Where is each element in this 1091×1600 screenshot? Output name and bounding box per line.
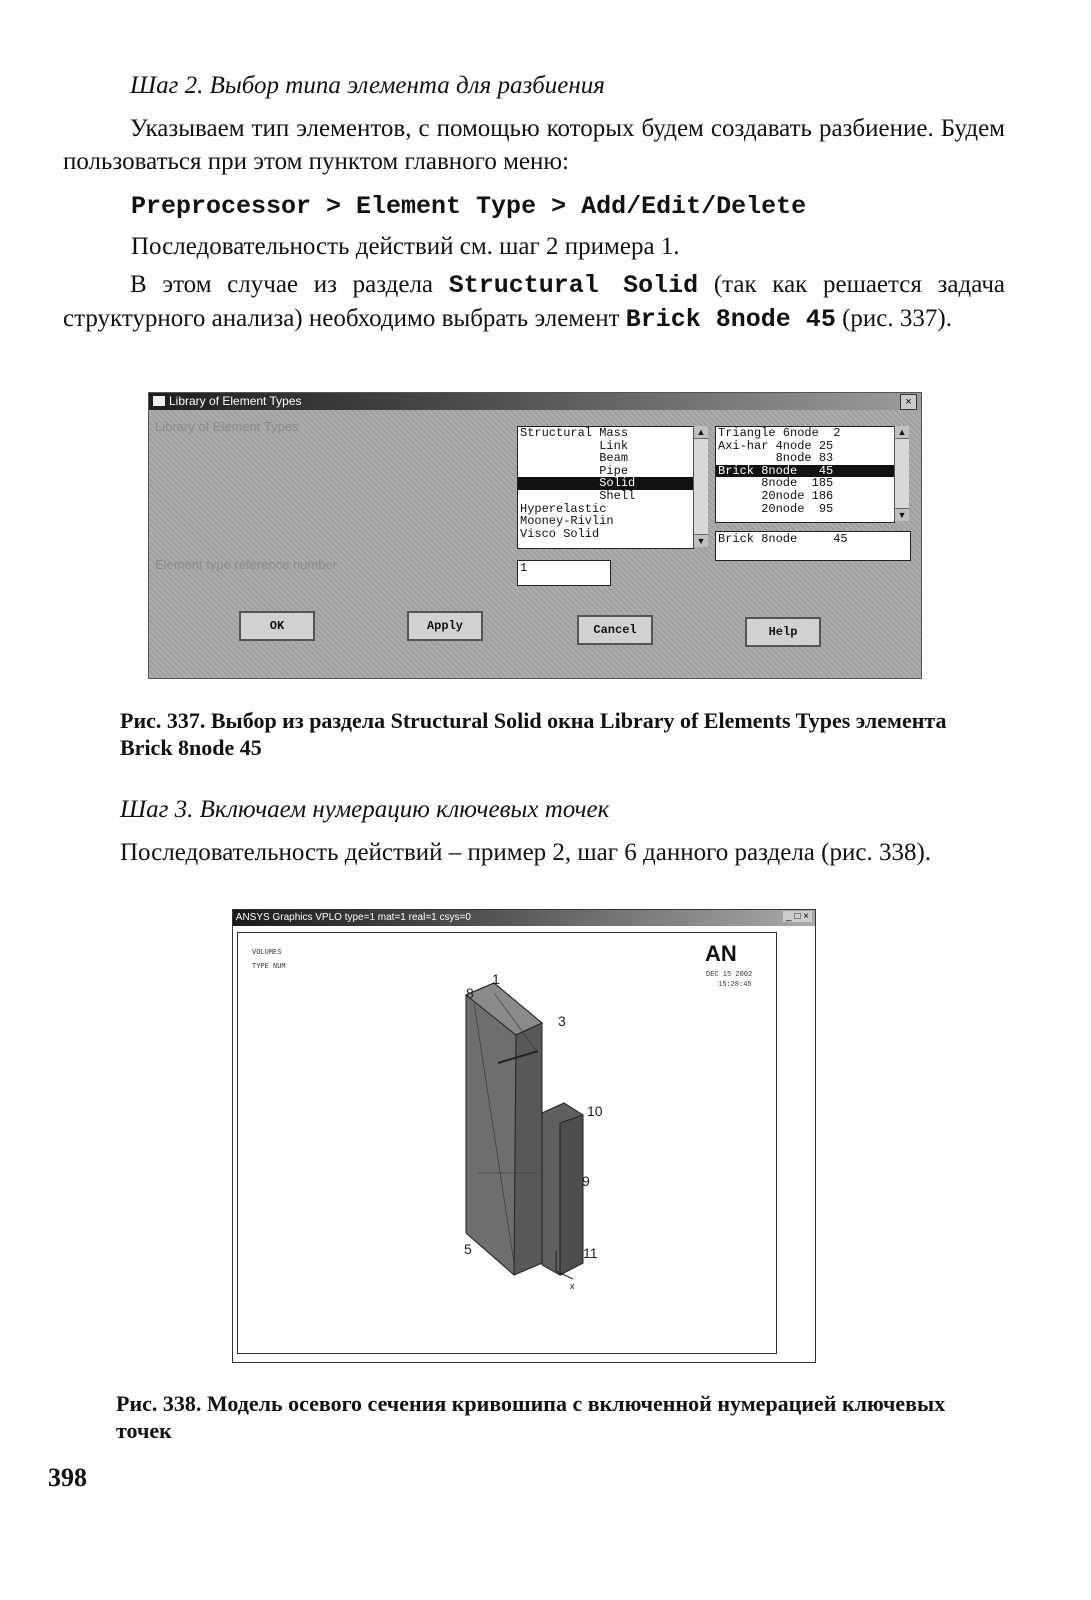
selected-element-value: Brick 8node 45	[718, 532, 848, 546]
help-button[interactable]: Help	[745, 617, 821, 647]
ansys-graphics-window	[232, 909, 816, 1363]
category-item[interactable]: Structural Mass	[520, 426, 629, 440]
step2-title: Шаг 2. Выбор типа элемента для разбиения	[130, 72, 605, 99]
graphics-title: ANSYS Graphics VPLO type=1 mat=1 real=1 csys=0	[235, 912, 471, 923]
element-item[interactable]: 20node 186	[718, 488, 834, 503]
step3-paragraph: Последовательность действий – пример 2, шаг 6 данного раздела (рис. 338).	[120, 839, 932, 866]
crank-model-drawing	[238, 933, 778, 1353]
step3-title: Шаг 3. Включаем нумерацию ключевых точек	[120, 796, 610, 823]
category-item[interactable]: Hyperelastic	[520, 501, 607, 516]
window-controls-icon[interactable]: _ □ ×	[783, 911, 812, 922]
element-item[interactable]: 8node 185	[718, 476, 834, 491]
label-volumes: VOLUMES	[252, 949, 282, 957]
element-scrollbar[interactable]	[894, 426, 909, 521]
apply-button[interactable]: Apply	[407, 611, 483, 641]
graphics-date: DEC 15 2002	[706, 971, 753, 979]
keypoint-label: 1	[492, 971, 500, 987]
cancel-button[interactable]: Cancel	[577, 615, 653, 645]
scroll-down-icon[interactable]: ▼	[895, 508, 909, 521]
step2-paragraph-2: Последовательность действий см. шаг 2 примера 1.	[131, 233, 680, 260]
scroll-up-icon[interactable]: ▲	[694, 426, 708, 439]
ref-number-value: 1	[520, 561, 528, 575]
category-item[interactable]: Pipe	[520, 463, 629, 478]
element-item[interactable]: Triangle 6node 2	[718, 426, 841, 440]
keypoint-label: 9	[582, 1173, 590, 1189]
ref-number-input[interactable]	[517, 560, 611, 586]
step2-paragraph-3	[63, 268, 1005, 336]
ansys-logo-icon: AN	[705, 941, 737, 966]
window-icon	[153, 396, 165, 406]
category-scrollbar[interactable]	[693, 426, 708, 547]
p3-code-brick: Brick 8node 45	[625, 305, 836, 334]
fig337-caption: Рис. 337. Выбор из раздела Structural Solid окна Library of Elements Types элемента Brick 8node 45	[120, 708, 947, 760]
keypoint-label: 11	[583, 1245, 598, 1261]
p3-code-structural-solid: Structural Solid	[448, 271, 699, 300]
step2-paragraph-1: Указываем тип элементов, с помощью которых будем создавать разбиение. Будем пользоваться при этом пунктом главного меню:	[63, 115, 1005, 175]
category-item[interactable]: Visco Solid	[520, 526, 600, 541]
menu-path: Preprocessor > Element Type > Add/Edit/Delete	[131, 192, 807, 221]
ok-button[interactable]: OK	[239, 611, 315, 641]
keypoint-label: 5	[464, 1241, 472, 1257]
category-item[interactable]: Link	[520, 438, 629, 453]
category-list[interactable]	[517, 426, 694, 549]
graphics-time: 15:28:45	[718, 981, 752, 989]
dialog-titlebar	[149, 393, 921, 410]
dialog-heading: Library of Element Types	[155, 419, 299, 434]
p3-text-b: (так как решается задача структурного анализа) необходимо выбрать элемент	[63, 271, 1005, 332]
scroll-up-icon[interactable]: ▲	[895, 426, 909, 439]
p3-text-c: (рис. 337).	[842, 305, 952, 332]
scroll-down-icon[interactable]: ▼	[694, 534, 708, 547]
ref-number-label: Element type reference number	[155, 557, 338, 572]
element-item[interactable]: Brick 8node 45	[716, 465, 894, 478]
library-element-types-dialog	[148, 392, 922, 679]
element-item[interactable]: 8node 83	[718, 451, 834, 466]
element-item[interactable]: 20node 95	[718, 501, 834, 516]
keypoint-label: 10	[587, 1103, 603, 1119]
element-item[interactable]: Axi-har 4node 25	[718, 438, 834, 453]
graphics-viewport[interactable]	[237, 932, 777, 1354]
fig338-caption: Рис. 338. Модель осевого сечения кривошипа с включенной нумерацией ключевых точек	[116, 1391, 946, 1443]
keypoint-label: 8	[466, 985, 474, 1001]
close-icon[interactable]: ×	[900, 394, 917, 410]
axis-x-label: x	[570, 1281, 575, 1291]
category-item[interactable]: Shell	[520, 488, 636, 503]
dialog-title: Library of Element Types	[169, 394, 302, 408]
category-item[interactable]: Mooney-Rivlin	[520, 514, 614, 529]
graphics-titlebar	[233, 910, 815, 926]
selected-element-field[interactable]	[715, 531, 911, 561]
keypoint-label: 3	[558, 1013, 566, 1029]
category-item[interactable]: Beam	[520, 451, 629, 466]
element-list[interactable]	[715, 426, 895, 523]
category-item[interactable]: Solid	[518, 477, 693, 490]
label-type-num: TYPE NUM	[252, 963, 286, 971]
p3-text-a: В этом случае из раздела	[130, 271, 434, 298]
page-number: 398	[48, 1463, 87, 1492]
